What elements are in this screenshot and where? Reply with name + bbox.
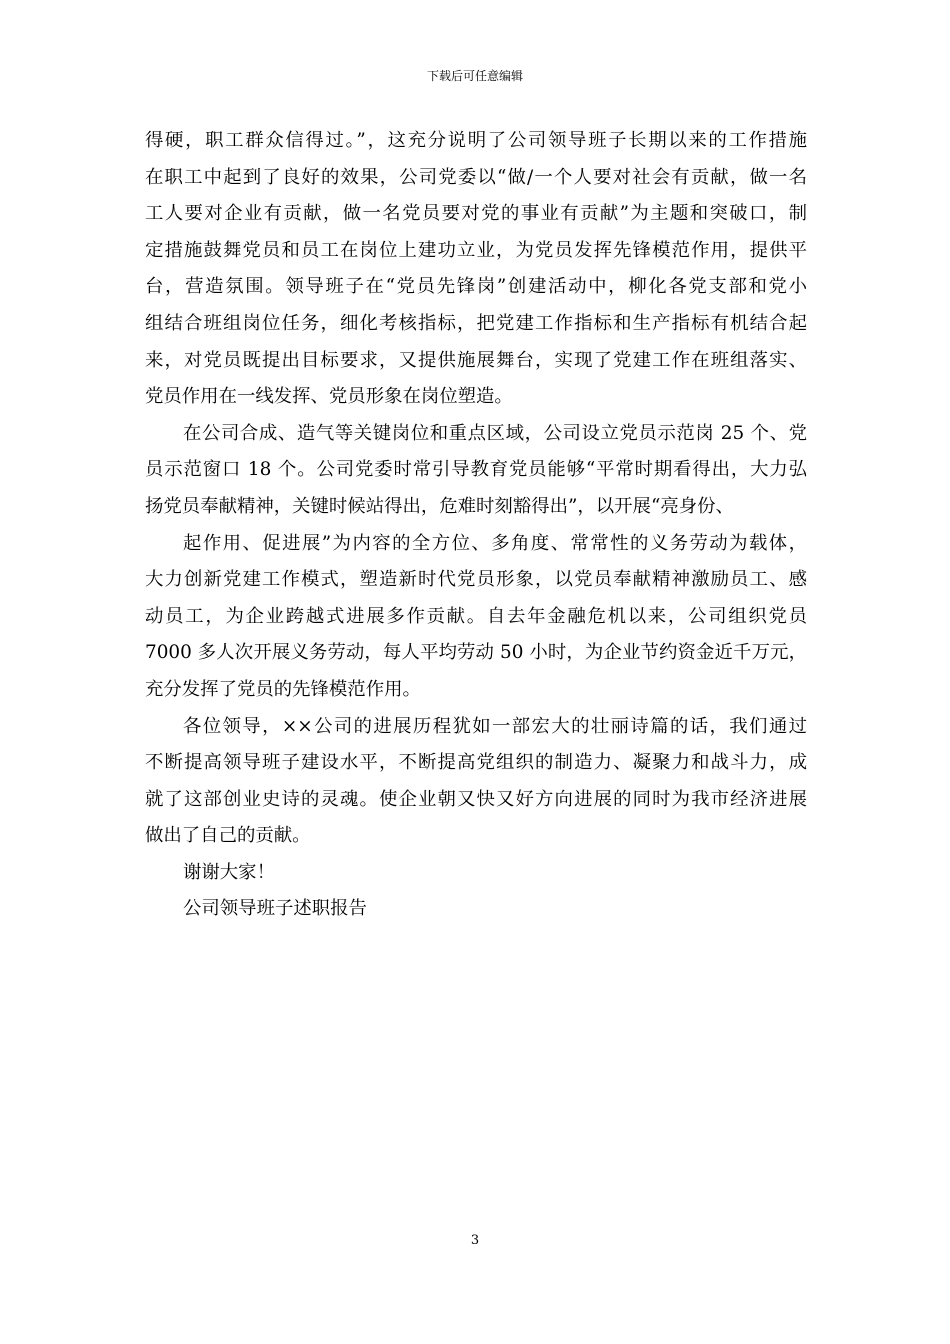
- body-line: 大力创新党建工作模式，塑造新时代党员形象，以党员奉献精神激励员工、感: [145, 569, 807, 591]
- body-line: 扬党员奉献精神，关键时候站得出，危难时刻豁得出”，以开展“亮身份、: [145, 495, 734, 517]
- body-line: 员示范窗口 18 个。公司党委时常引导教育党员能够“平常时期看得出，大力弘: [145, 459, 807, 481]
- body-line: 工人要对企业有贡献，做一名党员要对党的事业有贡献”为主题和突破口，制: [145, 203, 807, 225]
- body-line: 组结合班组岗位任务，细化考核指标，把党建工作指标和生产指标有机结合起: [145, 312, 807, 334]
- document-body: [145, 123, 807, 928]
- body-line: 做出了自己的贡献。: [145, 825, 311, 847]
- closing-line: 谢谢大家！: [183, 861, 275, 883]
- body-line: 在公司合成、造气等关键岗位和重点区域，公司设立党员示范岗 25 个、党: [183, 422, 807, 444]
- body-line: 充分发挥了党员的先锋模范作用。: [145, 678, 421, 700]
- body-line: 在职工中起到了良好的效果，公司党委以“做/一个人要对社会有贡献，做一名: [145, 166, 807, 188]
- body-line: 就了这部创业史诗的灵魂。使企业朝又快又好方向进展的同时为我市经济进展: [145, 788, 807, 810]
- body-line: 定措施鼓舞党员和员工在岗位上建功立业，为党员发挥先锋模范作用，提供平: [145, 239, 807, 261]
- page-header-note: 下载后可任意编辑: [426, 69, 523, 83]
- body-line: 各位领导，××公司的进展历程犹如一部宏大的壮丽诗篇的话，我们通过: [183, 715, 807, 737]
- body-line: 来，对党员既提出目标要求，又提供施展舞台，实现了党建工作在班组落实、: [145, 349, 807, 371]
- body-line: 得硬，职工群众信得过。”，这充分说明了公司领导班子长期以来的工作措施: [145, 130, 807, 151]
- page-number: 3: [470, 1233, 480, 1248]
- report-title-line: 公司领导班子述职报告: [183, 898, 367, 920]
- body-line: 不断提高领导班子建设水平，不断提高党组织的制造力、凝聚力和战斗力，成: [145, 752, 807, 774]
- body-line: 党员作用在一线发挥、党员形象在岗位塑造。: [145, 386, 513, 408]
- body-line: 7000 多人次开展义务劳动，每人平均劳动 50 小时，为企业节约资金近千万元，: [145, 642, 807, 664]
- body-line: 起作用、促进展”为内容的全方位、多角度、常常性的义务劳动为载体，: [183, 532, 807, 554]
- body-line: 台，营造氛围。领导班子在“党员先锋岗”创建活动中，柳化各党支部和党小: [145, 276, 807, 298]
- body-line: 动员工，为企业跨越式进展多作贡献。自去年金融危机以来，公司组织党员: [145, 605, 807, 627]
